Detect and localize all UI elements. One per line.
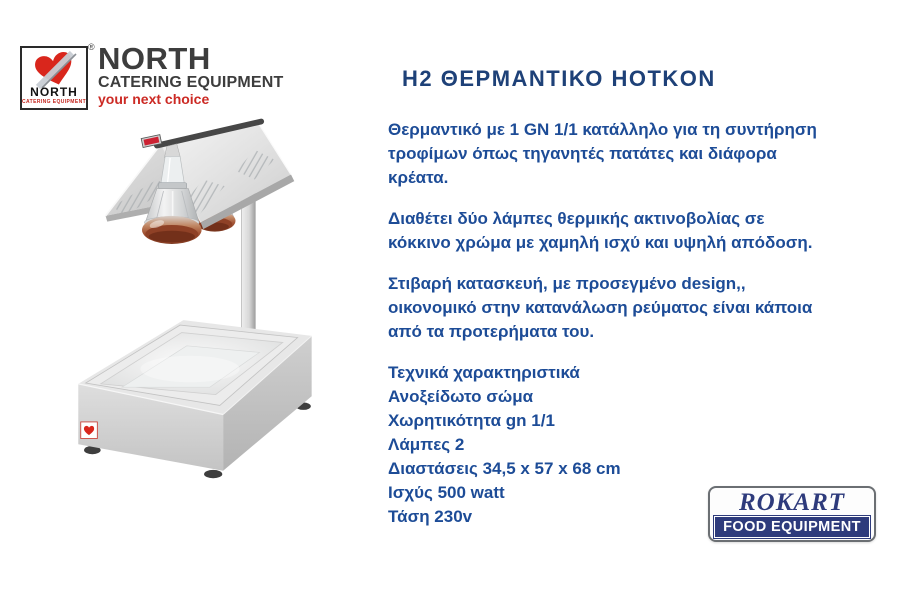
product-description: [388, 118, 824, 529]
rokart-name: ROKART: [738, 489, 846, 516]
registered-mark: ®: [88, 42, 95, 52]
brand-tagline: your next choice: [98, 91, 210, 107]
product-photo: [0, 100, 380, 580]
brand-wordmark: [98, 41, 284, 107]
description-paragraph: Στιβαρή κατασκευή, με προσεγμένο design,, οικονομικό στην κατανάλωση ρεύματος είναι κάποια από τα προτερήματα του.: [388, 274, 813, 341]
spec-line: Χωρητικότητα gn 1/1: [388, 411, 555, 430]
description-paragraph: Διαθέτει δύο λάμπες θερμικής ακτινοβολίας σε κόκκινο χρώμα με χαμηλή ισχύ και υψηλή απόδοση.: [388, 209, 813, 252]
base-brand-sticker: [81, 422, 98, 439]
spec-line: Λάμπες 2: [388, 435, 465, 454]
rokart-logo: [708, 486, 876, 542]
rokart-subtitle: FOOD EQUIPMENT: [714, 516, 870, 538]
brand-subtitle: CATERING EQUIPMENT: [98, 74, 284, 91]
description-paragraph: Θερμαντικό με 1 GN 1/1 κατάλληλο για τη συντήρηση τροφίμων όπως τηγανητές πατάτες και διάφορα κρέατα.: [388, 120, 817, 187]
support-pole: [241, 189, 255, 335]
north-box-label: NORTH: [30, 85, 78, 99]
page-title: H2 ΘΕΡΜΑΝΤΙΚΟ HOTKON: [402, 66, 716, 91]
north-box-sublabel: CATERING EQUIPMENT: [22, 99, 87, 105]
spec-line: Ισχύς 500 watt: [388, 483, 505, 502]
foot: [204, 470, 222, 478]
spec-line: Διαστάσεις 34,5 x 57 x 68 cm: [388, 459, 621, 478]
heat-lamp-canopy: [106, 122, 295, 232]
base-unit: [78, 320, 311, 478]
spec-line: Ανοξείδωτο σώμα: [388, 387, 534, 406]
specs-title: Τεχνικά χαρακτηριστικά: [388, 363, 580, 382]
brand-name: NORTH: [98, 41, 211, 76]
spec-line: Τάση 230v: [388, 507, 473, 526]
